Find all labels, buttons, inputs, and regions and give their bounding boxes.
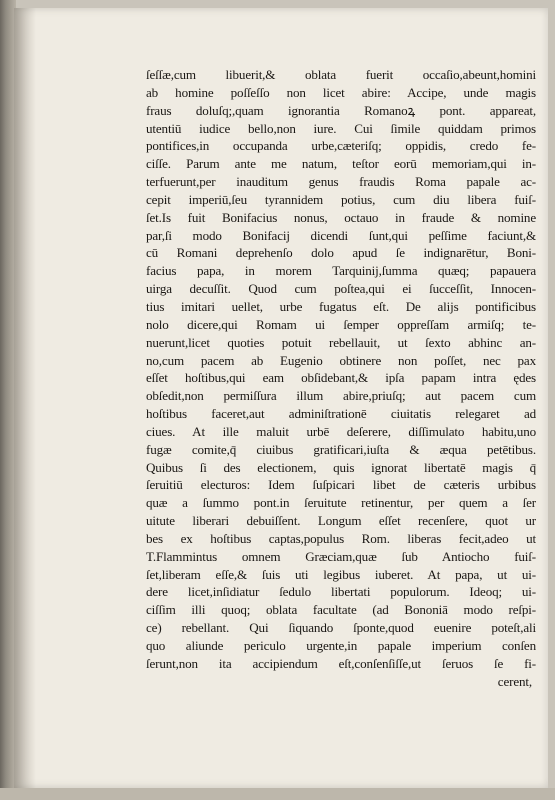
text-line: nolo dicere,qui Romam ui ſemper oppreſſam armiſq; te- [146,316,536,332]
text-line: uirga decuſſit. Quod cum poſtea,qui ei ſucceſſit, Innocen- [146,281,536,297]
text-line: ce) rebellant. Qui ſiquando ſponte,quod euenire poteſt,ali [146,620,536,636]
text-line: no,cum pacem ab Eugenio obtinere non poſſet, nec pax [146,352,536,368]
text-line: obſedit,non permiſſura illum abire,priuſq; aut pacem cum [146,388,536,404]
text-line: terfuerunt,per inauditum genus fraudis Roma papale ac- [146,174,536,190]
text-line: fraus doluſq;,quam ignorantia Romanoꝝ pont. appareat, [146,102,536,118]
text-line: quæ a ſummo pont.in ſeruitute retinentur, per quem a ſer [146,495,536,511]
text-line: cū Romani deprehenſo dolo apud ſe indignarētur, Boni- [146,245,536,261]
text-line: ſeruitiū electuros: Idem ſuſpicari libet de cæteris urbibus [146,477,536,493]
text-line: uitute liberari debuiſſent. Longum eſſet recenſere, quot ur [146,513,536,529]
text-line: bes ex hoſtibus captas,populus Rom. liberas fecit,adeo ut [146,530,536,546]
page-text-block [146,66,536,691]
text-line: Quibus ſi des electionem, quis ignorat libertatē magis q̄ [146,459,536,475]
text-line: eſſet hoſtibus,qui eam obſidebant,& ipſa papam intra ędes [146,370,536,386]
text-line: ciſſe. Parum ante me natum, teſtor eorū memoriam,qui in- [146,156,536,172]
text-line: nuerunt,licet quoties potuit rebellauit, ut ſexto abhinc an- [146,334,536,350]
text-line: ſet,liberam eſſe,& ſuis uti legibus iuberet. At papa, ut ui- [146,566,536,582]
text-line: ſet.Is fuit Bonifacius nonus, octauo in fraude & nomine [146,209,536,225]
text-line: fugæ comite,q̄ ciuibus gratificari,iuſta & æqua petētibus. [146,441,536,457]
text-line: dere licet,inſidiatur ſedulo libertati populorum. Ideoq; ui- [146,584,536,600]
text-line: hoſtibus faceret,aut adminiſtrationē ciuitatis relegaret ad [146,406,536,422]
text-line: pontifices,in occupanda urbe,cæteriſq; oppidis, credo fe- [146,138,536,154]
text-line: facius papa, in morem Tarquinij,ſumma quæq; papauera [146,263,536,279]
text-line: cerent, [497,673,532,689]
text-line: utentiū iudice bello,non iure. Cui ſimile quiddam primos [146,120,536,136]
text-line: ſerunt,non ita accipiendum eſt,conſenſiſſe,ut ſeruos ſe fi- [146,655,536,671]
text-line: cepit imperiū,ſeu tyrannidem potius, cum diu libera fuiſ- [146,191,536,207]
scan-bottom-edge [0,788,555,800]
text-line: quo aliunde periculo urgente,in papale imperium conſen [146,638,536,653]
text-line: ciſſim illi quoq; oblata facultate (ad Bononiā modo reſpi- [146,602,536,618]
text-line: tius imitari uellet, urbe fugatus eſt. De alijs pontificibus [146,298,536,314]
text-line: par,ſi modo Bonifacij dicendi ſunt,qui peſſime faciunt,& [146,227,536,243]
text-line: ab homine poſſeſſo non licet abire: Accipe, unde magis [146,84,536,100]
page-gutter-shadow [14,8,36,788]
text-line: ſeſſæ,cum libuerit,& oblata fuerit occaſio,abeunt,homini [146,67,536,82]
text-line: ciues. At ille maluit urbē deſerere, diſſimulato habitu,uno [146,423,536,439]
text-line: T.Flammintus omnem Græciam,quæ ſub Antiocho fuiſ- [146,548,536,564]
